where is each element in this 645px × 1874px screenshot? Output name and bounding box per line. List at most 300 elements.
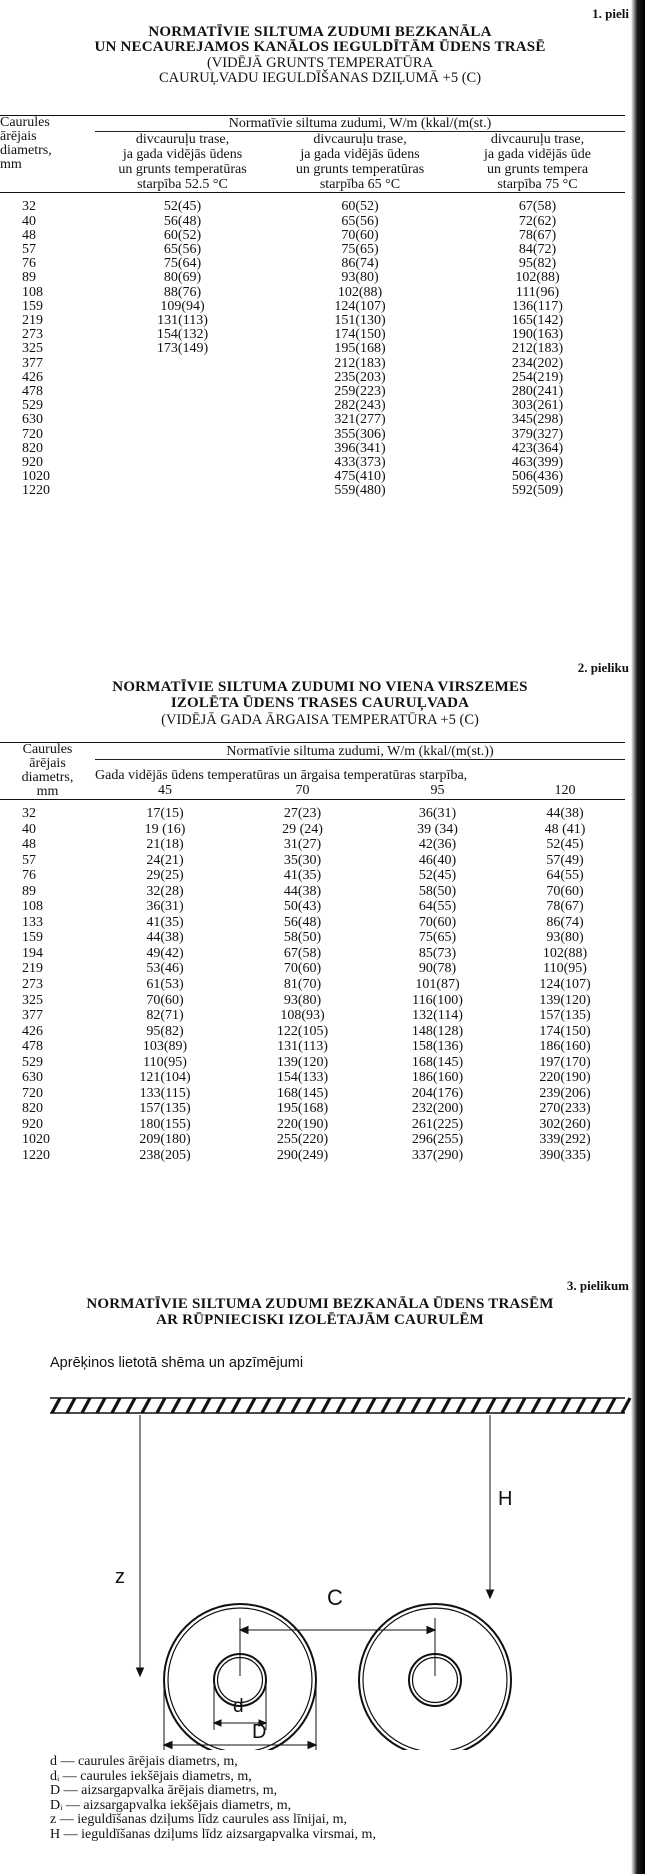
diameter-cell: 32 bbox=[22, 805, 36, 821]
heat-loss-cell: 121(104) bbox=[139, 1070, 191, 1086]
heat-loss-cell: 52(45) bbox=[418, 868, 457, 884]
temp-95: 95 bbox=[430, 783, 445, 799]
h-dimension bbox=[487, 1415, 513, 1598]
column-header-65: divcauruļu trase, ja gada vidējās ūdens un grunts temperatūras starpība 65 °C bbox=[295, 132, 425, 192]
heat-loss-cell: 80(69) bbox=[163, 270, 202, 286]
heat-loss-cell: 255(220) bbox=[276, 1132, 329, 1148]
hatch-stroke bbox=[622, 1398, 630, 1413]
heat-loss-cell: 46(40) bbox=[418, 852, 457, 868]
heat-loss-cell: 56(48) bbox=[283, 914, 322, 930]
heat-loss-cell: 41(35) bbox=[146, 914, 184, 930]
diameter-cell: 529 bbox=[22, 1054, 43, 1070]
hatch-stroke bbox=[112, 1398, 120, 1413]
heat-loss-cell: 139(120) bbox=[276, 1054, 329, 1070]
temp-120: 120 bbox=[554, 783, 576, 799]
diameter-cell: 219 bbox=[22, 961, 43, 977]
heat-loss-cell: 261(225) bbox=[411, 1116, 464, 1132]
heat-loss-cell: 17(15) bbox=[146, 805, 184, 821]
diagram-caption: Aprēķinos lietotā shēma un apzīmējumi bbox=[50, 1355, 304, 1371]
section3-title-line1: NORMATĪVIE SILTUMA ZUDUMI BEZKANĀLA ŪDENS TRASĒM bbox=[86, 1296, 554, 1312]
diameter-cell: 108 bbox=[22, 284, 43, 300]
hatch-stroke bbox=[502, 1398, 510, 1413]
heat-loss-cell: 95(82) bbox=[146, 1023, 184, 1039]
heat-loss-cell: 111(96) bbox=[515, 284, 560, 300]
heat-loss-cell: 102(88) bbox=[515, 270, 560, 286]
diameter-cell: 630 bbox=[22, 412, 43, 428]
table-row bbox=[0, 961, 625, 977]
diameter-cell: 76 bbox=[22, 868, 36, 884]
heat-loss-table-2 bbox=[0, 742, 625, 1164]
D-label: D bbox=[252, 1721, 267, 1743]
diameter-cell: 194 bbox=[22, 945, 43, 961]
heat-loss-cell: 220(190) bbox=[276, 1116, 329, 1132]
heat-loss-cell: 592(509) bbox=[511, 483, 564, 499]
heat-loss-cell: 204(176) bbox=[411, 1085, 464, 1101]
hatch-stroke bbox=[232, 1398, 240, 1413]
heat-loss-cell: 280(241) bbox=[511, 383, 564, 399]
appendix-2-label: 2. pieliku bbox=[577, 660, 629, 675]
hatch-stroke bbox=[592, 1398, 600, 1413]
hatch-stroke bbox=[322, 1398, 330, 1413]
appendix-3-label: 3. pielikum bbox=[566, 1278, 629, 1293]
hatch-stroke bbox=[277, 1398, 285, 1413]
heat-loss-cell: 78(67) bbox=[546, 899, 584, 915]
hatch-stroke bbox=[457, 1398, 465, 1413]
hatch-stroke bbox=[547, 1398, 555, 1413]
heat-loss-cell: 75(65) bbox=[418, 930, 457, 946]
scan-edge-shadow bbox=[631, 0, 645, 1874]
heat-loss-cell: 29(25) bbox=[146, 868, 184, 884]
diameter-header-2: Caurules ārējais diametrs, mm bbox=[21, 742, 74, 799]
heat-loss-cell: 186(160) bbox=[539, 1039, 591, 1055]
heat-loss-cell: 136(117) bbox=[512, 298, 563, 314]
heat-loss-cell: 65(56) bbox=[341, 213, 379, 229]
diameter-cell: 720 bbox=[22, 1085, 43, 1101]
heat-loss-cell: 157(135) bbox=[139, 1101, 191, 1117]
heat-loss-cell: 90(78) bbox=[418, 961, 457, 977]
column-header-75: divcauruļu trase, ja gada vidējās ūde un grunts tempera starpība 75 °C bbox=[484, 132, 591, 192]
heat-loss-cell: 339(292) bbox=[539, 1132, 591, 1148]
heat-loss-cell: 108(93) bbox=[280, 1008, 325, 1024]
heat-loss-cell: 186(160) bbox=[411, 1070, 464, 1086]
hatch-stroke bbox=[427, 1398, 435, 1413]
heat-loss-cell: 103(89) bbox=[142, 1039, 188, 1055]
diameter-cell: 219 bbox=[22, 312, 43, 328]
table-row bbox=[0, 300, 625, 314]
table-row bbox=[0, 1117, 625, 1133]
heat-loss-cell: 53(46) bbox=[146, 961, 184, 977]
table-row bbox=[0, 853, 625, 869]
heat-loss-cell: 321(277) bbox=[334, 412, 386, 428]
heat-loss-cell: 75(65) bbox=[341, 241, 379, 257]
temp-70: 70 bbox=[295, 783, 310, 799]
table-row bbox=[0, 314, 625, 328]
heat-loss-cell: 290(249) bbox=[276, 1147, 329, 1163]
diameter-cell: 48 bbox=[22, 837, 36, 853]
diameter-cell: 273 bbox=[22, 976, 43, 992]
heat-loss-cell: 303(261) bbox=[511, 398, 564, 414]
section1-subtitle-line2: CAURUĻVADU IEGULDĪŠANAS DZIĻUMĀ +5 (C) bbox=[158, 70, 482, 86]
heat-loss-cell: 36(31) bbox=[146, 899, 184, 915]
hatch-stroke bbox=[352, 1398, 360, 1413]
heat-loss-cell: 110(95) bbox=[143, 1054, 187, 1070]
heat-loss-cell: 48 (41) bbox=[544, 821, 586, 837]
diameter-cell: 377 bbox=[22, 355, 43, 371]
table-row bbox=[0, 1086, 625, 1102]
heat-loss-cell: 50(43) bbox=[283, 899, 322, 915]
heat-loss-cell: 195(168) bbox=[334, 341, 386, 357]
h-label: H bbox=[498, 1488, 513, 1510]
heat-loss-cell: 78(67) bbox=[518, 227, 557, 243]
table-row bbox=[0, 442, 625, 456]
legend-item: d — caurules ārējais diametrs, m, bbox=[50, 1754, 238, 1769]
heat-loss-table-1 bbox=[0, 115, 625, 499]
diameter-header: Caurules ārējais diametrs, mm bbox=[0, 115, 52, 172]
heat-loss-cell: 36(31) bbox=[418, 805, 457, 821]
heat-loss-cell: 270(233) bbox=[539, 1101, 591, 1117]
heat-loss-cell: 58(50) bbox=[283, 930, 322, 946]
heat-loss-cell: 131(113) bbox=[157, 312, 208, 328]
heat-loss-cell: 102(88) bbox=[337, 284, 383, 300]
heat-loss-cell: 212(183) bbox=[511, 341, 564, 357]
diameter-cell: 89 bbox=[22, 883, 36, 899]
heat-loss-cell: 212(183) bbox=[334, 355, 386, 371]
heat-loss-cell: 88(76) bbox=[163, 284, 202, 300]
hatch-stroke bbox=[127, 1398, 135, 1413]
heat-loss-cell: 463(399) bbox=[511, 454, 564, 470]
heat-loss-cell: 124(107) bbox=[539, 976, 591, 992]
heat-loss-cell: 86(74) bbox=[546, 914, 584, 930]
heat-loss-cell: 24(21) bbox=[146, 852, 184, 868]
heat-loss-cell: 296(255) bbox=[411, 1132, 464, 1148]
heat-loss-cell: 61(53) bbox=[146, 976, 184, 992]
heat-loss-cell: 81(70) bbox=[283, 976, 322, 992]
heat-loss-cell: 39 (34) bbox=[417, 821, 458, 837]
heat-loss-cell bbox=[95, 371, 270, 385]
heat-loss-cell: 58(50) bbox=[418, 883, 457, 899]
diameter-cell: 40 bbox=[22, 213, 36, 229]
table-row bbox=[0, 946, 625, 962]
heat-loss-cell: 151(130) bbox=[334, 312, 386, 328]
hatch-stroke bbox=[187, 1398, 195, 1413]
heat-loss-cell: 254(219) bbox=[511, 369, 564, 385]
heat-loss-cell bbox=[95, 385, 270, 399]
heat-loss-cell: 133(115) bbox=[139, 1085, 191, 1101]
diameter-cell: 1220 bbox=[22, 1147, 50, 1163]
heat-loss-cell bbox=[95, 470, 270, 484]
table-row bbox=[0, 243, 625, 257]
table-row bbox=[0, 1148, 625, 1164]
appendix-1-label: 1. pieli bbox=[592, 6, 629, 21]
heat-loss-cell: 337(290) bbox=[411, 1147, 464, 1163]
heat-loss-cell: 35(30) bbox=[283, 852, 322, 868]
table-row bbox=[0, 286, 625, 300]
table-row bbox=[0, 342, 625, 356]
heat-loss-cell: 82(71) bbox=[146, 1008, 184, 1024]
heat-loss-cell bbox=[95, 413, 270, 427]
table-row bbox=[0, 800, 625, 822]
hatch-stroke bbox=[337, 1398, 345, 1413]
table-row bbox=[0, 257, 625, 271]
heat-loss-cell: 64(55) bbox=[418, 899, 457, 915]
heat-loss-cell bbox=[95, 456, 270, 470]
c-label: C bbox=[327, 1585, 343, 1610]
table-row bbox=[0, 215, 625, 229]
heat-loss-cell: 21(18) bbox=[146, 837, 184, 853]
section2-title-line1: NORMATĪVIE SILTUMA ZUDUMI NO VIENA VIRSZEMES bbox=[112, 679, 528, 695]
heat-loss-cell: 101(87) bbox=[415, 976, 460, 992]
hatch-stroke bbox=[532, 1398, 540, 1413]
c-dimension bbox=[240, 1585, 435, 1676]
heat-loss-cell: 232(200) bbox=[411, 1101, 464, 1117]
heat-loss-cell: 64(55) bbox=[546, 868, 584, 884]
heat-loss-cell: 41(35) bbox=[283, 868, 322, 884]
diameter-cell: 76 bbox=[22, 256, 36, 272]
diameter-cell: 325 bbox=[22, 992, 43, 1008]
heat-loss-cell: 423(364) bbox=[511, 440, 564, 456]
heat-loss-cell: 70(60) bbox=[546, 883, 584, 899]
diameter-cell: 720 bbox=[22, 426, 43, 442]
heat-loss-cell: 259(223) bbox=[334, 383, 386, 399]
hatch-stroke bbox=[247, 1398, 255, 1413]
heat-loss-cell: 27(23) bbox=[283, 805, 322, 821]
heat-loss-cell: 109(94) bbox=[160, 298, 205, 314]
heat-loss-cell: 157(135) bbox=[539, 1008, 591, 1024]
hatch-stroke bbox=[82, 1398, 90, 1413]
heat-loss-cell: 86(74) bbox=[341, 256, 379, 272]
legend-item: dᵢ — caurules iekšējais diametrs, m, bbox=[50, 1768, 252, 1784]
table-row bbox=[0, 1008, 625, 1024]
heat-loss-cell: 379(327) bbox=[511, 426, 564, 442]
heat-loss-cell: 355(306) bbox=[334, 426, 386, 442]
heat-loss-cell: 139(120) bbox=[539, 992, 591, 1008]
heat-loss-cell: 345(298) bbox=[511, 412, 564, 428]
heat-loss-cell: 131(113) bbox=[277, 1039, 328, 1055]
table-1-body bbox=[0, 193, 625, 499]
hatch-stroke bbox=[562, 1398, 570, 1413]
table-row bbox=[0, 413, 625, 427]
heat-loss-cell: 174(150) bbox=[539, 1023, 591, 1039]
heat-loss-cell: 72(62) bbox=[518, 213, 557, 229]
heat-loss-cell: 93(80) bbox=[546, 930, 584, 946]
heat-loss-cell: 67(58) bbox=[518, 199, 557, 215]
table-row bbox=[0, 470, 625, 484]
hatch-stroke bbox=[67, 1398, 75, 1413]
hatch-stroke bbox=[97, 1398, 105, 1413]
table-row bbox=[0, 868, 625, 884]
section2-title-line2: IZOLĒTA ŪDENS TRASES CAURUĻVADA bbox=[170, 695, 470, 711]
heat-loss-cell: 238(205) bbox=[139, 1147, 191, 1163]
hatch-stroke bbox=[262, 1398, 270, 1413]
section1-title-line1: NORMATĪVIE SILTUMA ZUDUMI BEZKANĀLA bbox=[148, 24, 492, 40]
heat-loss-cell: 165(142) bbox=[511, 312, 564, 328]
z-label: z bbox=[115, 1566, 125, 1588]
table-row bbox=[0, 822, 625, 838]
heat-loss-cell: 190(163) bbox=[511, 327, 564, 343]
heat-loss-cell: 154(133) bbox=[276, 1070, 329, 1086]
heat-loss-cell: 302(260) bbox=[539, 1116, 591, 1132]
heat-loss-cell: 56(48) bbox=[163, 213, 202, 229]
hatch-stroke bbox=[202, 1398, 210, 1413]
heat-loss-group-header-2: Normatīvie siltuma zudumi, W/m (kkal/(m(st.)) bbox=[95, 743, 625, 760]
heat-loss-cell: 148(128) bbox=[411, 1023, 464, 1039]
hatch-stroke bbox=[412, 1398, 420, 1413]
hatch-stroke bbox=[157, 1398, 165, 1413]
section2-subtitle: (VIDĒJĀ GADA ĀRGAISA TEMPERATŪRA +5 (C) bbox=[161, 712, 479, 728]
heat-loss-cell: 44(38) bbox=[546, 805, 584, 821]
table-row bbox=[0, 428, 625, 442]
diameter-cell: 426 bbox=[22, 1023, 43, 1039]
heat-loss-cell bbox=[95, 484, 270, 498]
diameter-cell: 159 bbox=[22, 930, 43, 946]
heat-loss-cell: 52(45) bbox=[163, 199, 202, 215]
hatch-stroke bbox=[172, 1398, 180, 1413]
heat-loss-cell: 84(72) bbox=[518, 241, 557, 257]
heat-loss-cell: 124(107) bbox=[334, 298, 386, 314]
heat-loss-cell: 70(60) bbox=[341, 227, 379, 243]
table-row bbox=[0, 1055, 625, 1071]
diameter-cell: 529 bbox=[22, 398, 43, 414]
legend-item: D — aizsargapvalka ārējais diametrs, m, bbox=[50, 1783, 278, 1798]
heat-loss-cell: 195(168) bbox=[276, 1101, 329, 1117]
heat-loss-cell: 390(335) bbox=[539, 1147, 591, 1163]
section1-subtitle-line1: (VIDĒJĀ GRUNTS TEMPERATŪRA bbox=[206, 55, 434, 71]
heat-loss-cell: 168(145) bbox=[411, 1054, 464, 1070]
heat-loss-cell: 32(28) bbox=[146, 883, 184, 899]
pipe-layout-diagram bbox=[0, 1380, 645, 1750]
table-row bbox=[0, 328, 625, 342]
diameter-cell: 920 bbox=[22, 1116, 43, 1132]
heat-loss-cell: 85(73) bbox=[418, 945, 457, 961]
table-row bbox=[0, 930, 625, 946]
diameter-cell: 133 bbox=[22, 914, 43, 930]
diameter-cell: 478 bbox=[22, 383, 43, 399]
diameter-cell: 377 bbox=[22, 1008, 43, 1024]
section3-title-line2: AR RŪPNIECISKI IZOLĒTAJĀM CAURULĒM bbox=[156, 1312, 484, 1328]
z-dimension bbox=[115, 1415, 144, 1676]
hatch-stroke bbox=[517, 1398, 525, 1413]
heat-loss-cell: 168(145) bbox=[276, 1085, 329, 1101]
diameter-cell: 820 bbox=[22, 1101, 43, 1117]
heat-loss-cell: 110(95) bbox=[543, 961, 587, 977]
table-row bbox=[0, 977, 625, 993]
heat-loss-cell: 95(82) bbox=[518, 256, 557, 272]
heat-loss-cell: 209(180) bbox=[139, 1132, 191, 1148]
heat-loss-cell: 67(58) bbox=[283, 945, 322, 961]
table-row bbox=[0, 399, 625, 413]
column-header-52-5: divcauruļu trase, ja gada vidējās ūdens un grunts temperatūras starpība 52.5 °C bbox=[118, 132, 247, 192]
table-row bbox=[0, 385, 625, 399]
hatch-stroke bbox=[487, 1398, 495, 1413]
heat-loss-cell: 559(480) bbox=[334, 483, 386, 499]
heat-loss-cell: 60(52) bbox=[341, 199, 379, 215]
diameter-cell: 159 bbox=[22, 298, 43, 314]
diameter-cell: 57 bbox=[22, 852, 36, 868]
diameter-cell: 920 bbox=[22, 454, 43, 470]
heat-loss-cell: 102(88) bbox=[542, 945, 588, 961]
heat-loss-cell: 65(56) bbox=[163, 241, 202, 257]
heat-loss-cell: 44(38) bbox=[146, 930, 184, 946]
legend-item: H — ieguldīšanas dziļums līdz aizsargapvalka virsmai, m, bbox=[50, 1826, 376, 1842]
heat-loss-cell: 433(373) bbox=[334, 454, 386, 470]
heat-loss-cell: 44(38) bbox=[283, 883, 322, 899]
table-row bbox=[0, 193, 625, 215]
table-row bbox=[0, 1132, 625, 1148]
hatch-stroke bbox=[472, 1398, 480, 1413]
diameter-cell: 40 bbox=[22, 821, 36, 837]
heat-loss-cell: 220(190) bbox=[539, 1070, 591, 1086]
table-row bbox=[0, 229, 625, 243]
heat-loss-cell: 70(60) bbox=[418, 914, 457, 930]
hatch-stroke bbox=[577, 1398, 585, 1413]
heat-loss-cell: 122(105) bbox=[276, 1023, 329, 1039]
heat-loss-cell: 158(136) bbox=[411, 1039, 464, 1055]
hatch-stroke bbox=[607, 1398, 615, 1413]
table-row bbox=[0, 915, 625, 931]
table-row bbox=[0, 837, 625, 853]
table-row bbox=[0, 371, 625, 385]
hatch-stroke bbox=[397, 1398, 405, 1413]
diameter-cell: 630 bbox=[22, 1070, 43, 1086]
heat-loss-cell: 60(52) bbox=[163, 227, 202, 243]
heat-loss-cell: 154(132) bbox=[156, 327, 209, 343]
temperature-diff-header: Gada vidējās ūdens temperatūras un ārgaisa temperatūras starpība, bbox=[95, 768, 468, 784]
table-row bbox=[0, 1101, 625, 1117]
diameter-cell: 1020 bbox=[22, 469, 50, 485]
legend-item: Dᵢ — aizsargapvalka iekšējais diametrs, m, bbox=[50, 1797, 292, 1813]
heat-loss-cell: 93(80) bbox=[283, 992, 322, 1008]
hatch-stroke bbox=[442, 1398, 450, 1413]
hatch-stroke bbox=[382, 1398, 390, 1413]
heat-loss-cell: 396(341) bbox=[334, 440, 386, 456]
heat-loss-cell: 180(155) bbox=[139, 1116, 191, 1132]
table-row bbox=[0, 456, 625, 470]
table-row bbox=[0, 1024, 625, 1040]
heat-loss-cell bbox=[95, 428, 270, 442]
heat-loss-cell: 174(150) bbox=[334, 327, 386, 343]
hatch-stroke bbox=[142, 1398, 150, 1413]
diameter-cell: 89 bbox=[22, 270, 36, 286]
heat-loss-cell: 197(170) bbox=[539, 1054, 591, 1070]
diameter-cell: 426 bbox=[22, 369, 43, 385]
temp-45: 45 bbox=[158, 783, 172, 799]
heat-loss-cell: 132(114) bbox=[412, 1008, 463, 1024]
heat-loss-cell: 234(202) bbox=[511, 355, 564, 371]
heat-loss-cell: 235(203) bbox=[334, 369, 386, 385]
heat-loss-cell: 506(436) bbox=[511, 469, 564, 485]
heat-loss-cell: 31(27) bbox=[283, 837, 322, 853]
section1-title-line2: UN NECAUREJAMOS KANĀLOS IEGULDĪTĀM ŪDENS TRASĒ bbox=[94, 39, 546, 55]
diameter-cell: 820 bbox=[22, 440, 43, 456]
diameter-cell: 273 bbox=[22, 327, 43, 343]
table-row bbox=[0, 357, 625, 371]
table-2-body bbox=[0, 800, 625, 1164]
hatch-stroke bbox=[217, 1398, 225, 1413]
hatch-stroke bbox=[307, 1398, 315, 1413]
ground-hatching bbox=[50, 1398, 630, 1413]
diameter-cell: 57 bbox=[22, 241, 36, 257]
heat-loss-cell: 42(36) bbox=[418, 837, 457, 853]
table-row bbox=[0, 899, 625, 915]
heat-loss-cell: 57(49) bbox=[546, 852, 584, 868]
heat-loss-cell: 75(64) bbox=[163, 256, 202, 272]
heat-loss-group-header: Normatīvie siltuma zudumi, W/m (kkal/(m(st.) bbox=[95, 116, 625, 132]
heat-loss-cell: 29 (24) bbox=[282, 821, 323, 837]
heat-loss-cell: 52(45) bbox=[546, 837, 584, 853]
heat-loss-cell: 49(42) bbox=[146, 945, 184, 961]
symbol-legend bbox=[50, 1755, 376, 1842]
heat-loss-cell: 70(60) bbox=[146, 992, 184, 1008]
